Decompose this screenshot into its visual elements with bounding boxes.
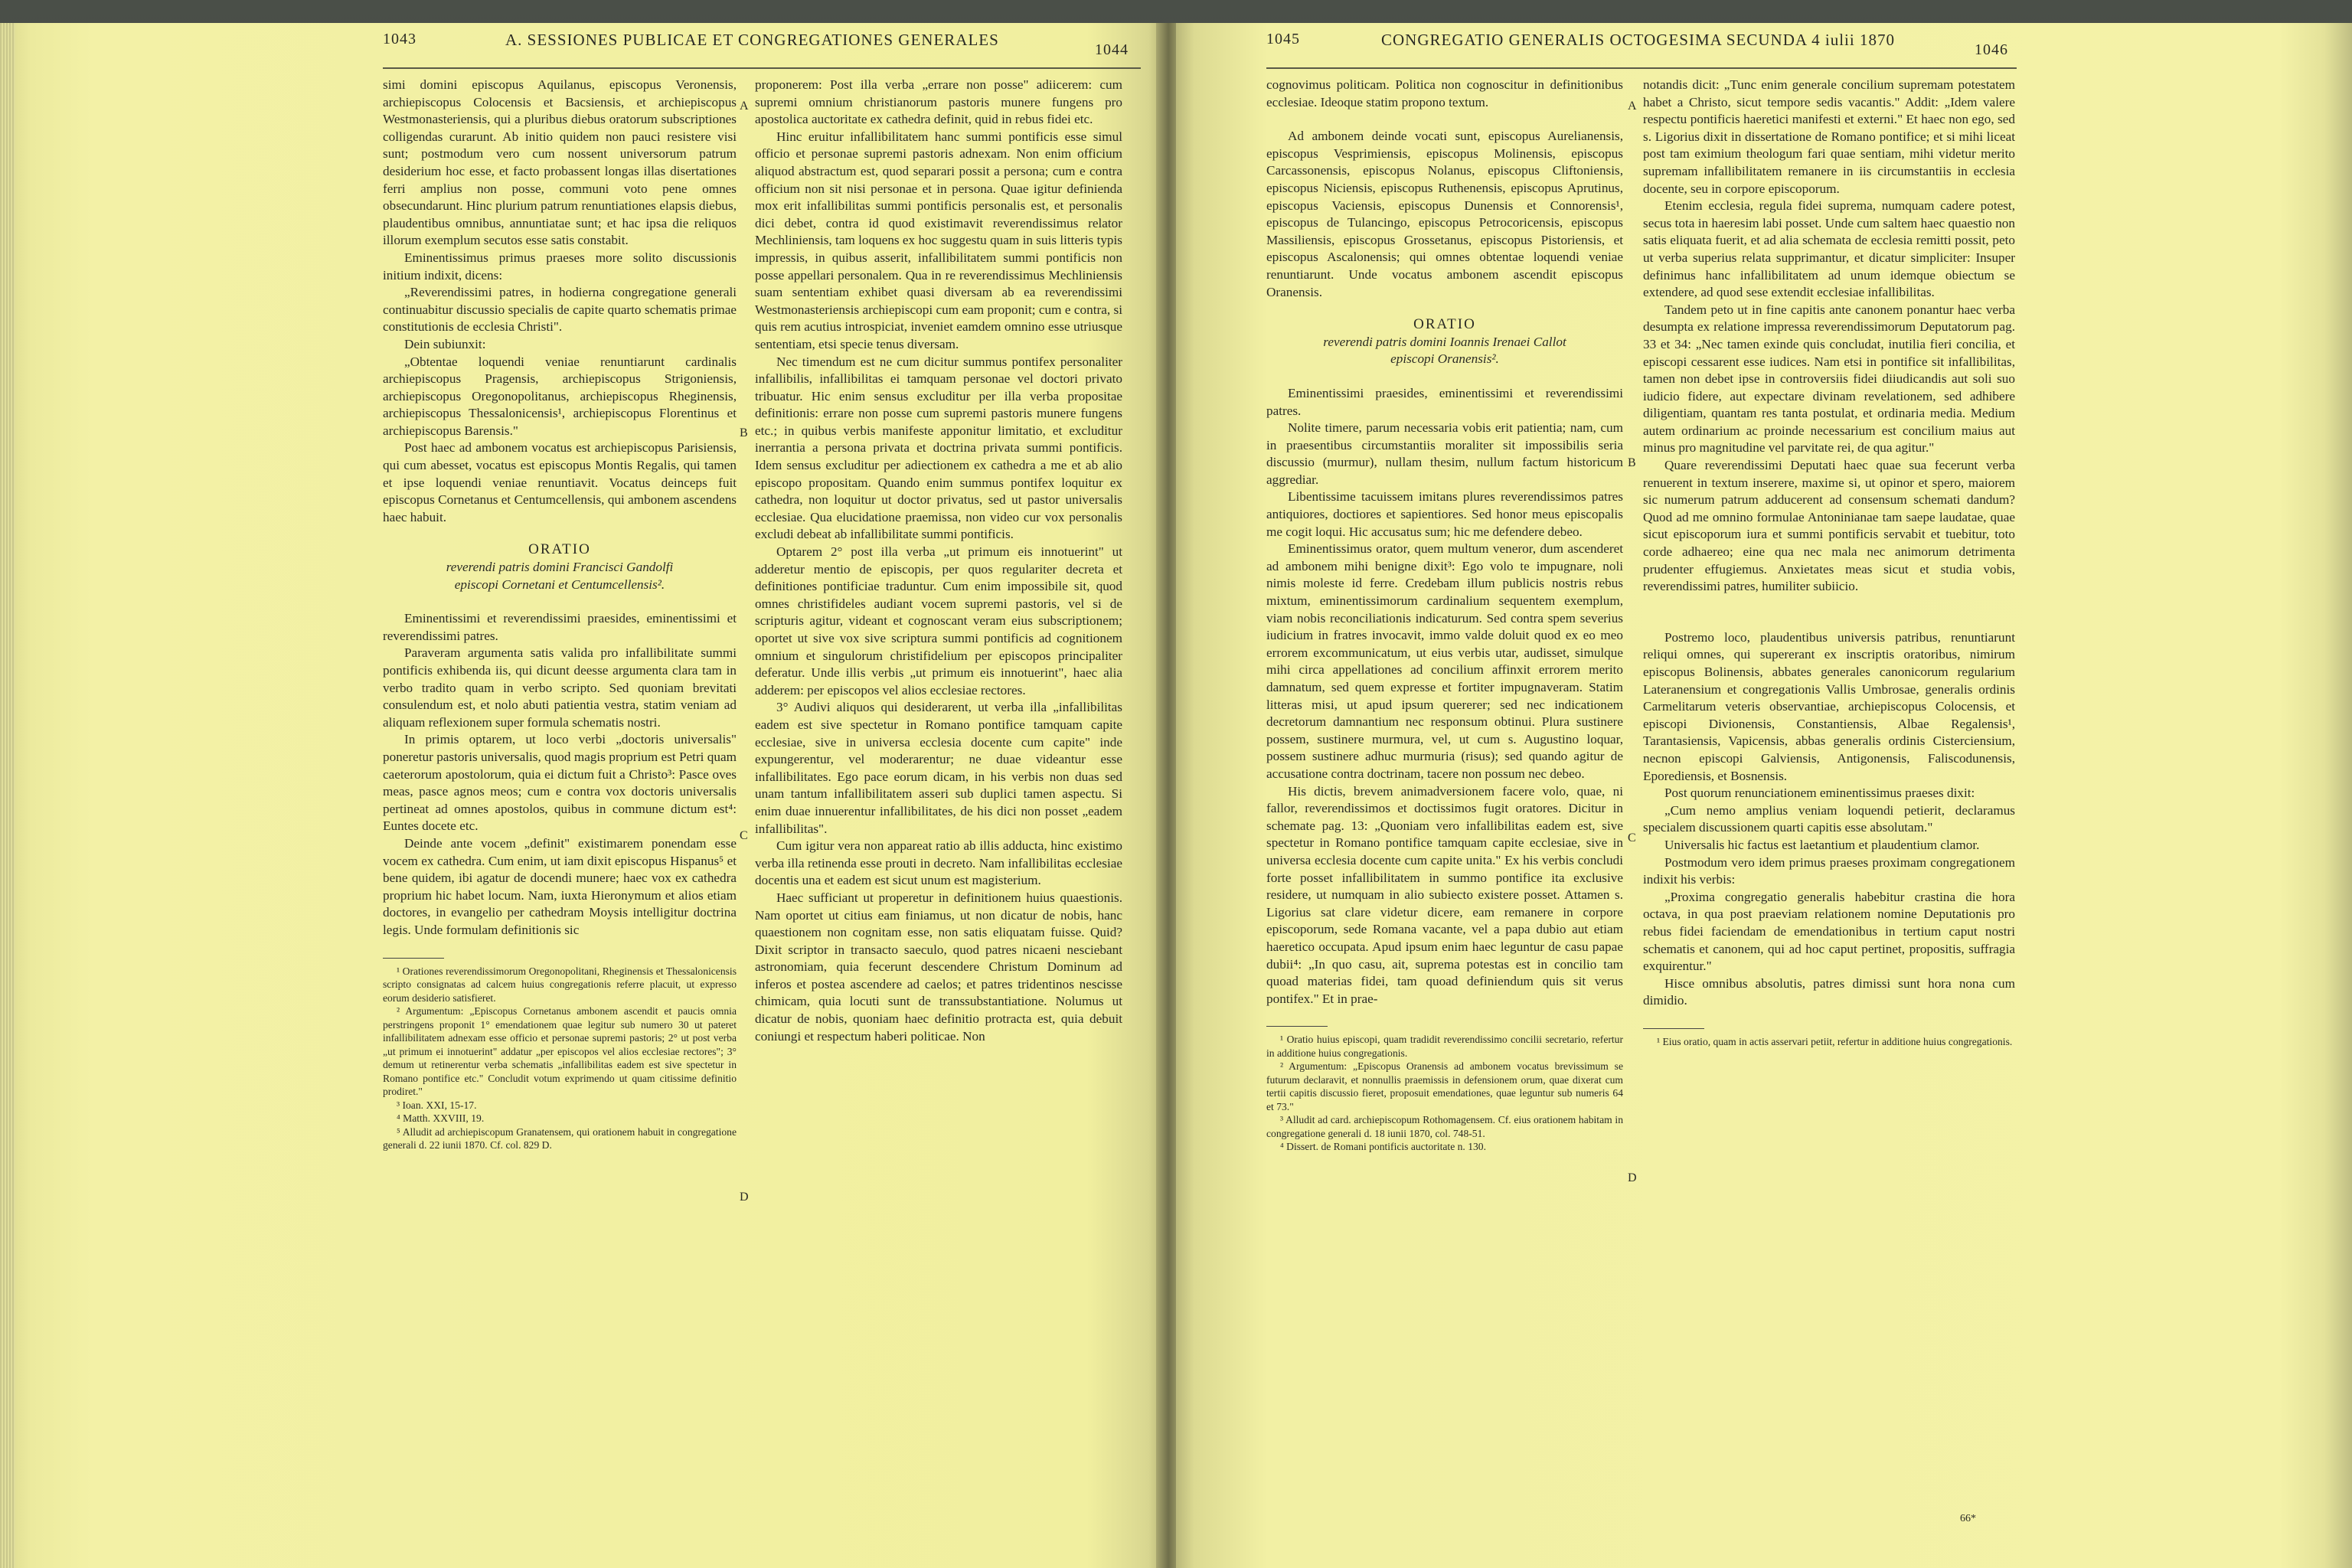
paragraph: Tandem peto ut in fine capitis ante canonem ponantur haec verba desumpta ex relatione impressa reverendissimorum Deputatorum pag. 33 et 34: „Nec tamen exinde quis concludat, inutilia fieri concilia, et episcopi cessarent esse iudices. Nam etsi in pontifice sit infallibilitas, tamen non debet ipse in controversiis fidei diiudicandis aut soli suo iudicio fidere, aut expectare divinam revelationem, sed adhibere diligentiam, quantam res tanta postulat, et ordinaria media. Medium autem ordinarium ac proinde necessarium est concilium maius aut minus pro magnitudine vel parvitate rei, de qua agitur." bbox=[1643, 302, 2015, 456]
paragraph: „Reverendissimi patres, in hodierna congregatione generali continuabitur discussio specialis de capite quarto schematis primae constitutionis de ecclesia Christi". bbox=[383, 285, 737, 335]
page-signature: 66* bbox=[1960, 1513, 1976, 1524]
left-page-column-2 bbox=[755, 77, 1122, 1045]
paragraph: Haec sufficiant ut properetur in definitionem huius quaestionis. Nam oportet ut citius eam finiamus, ut non dicatur de nobis, hanc quaestionem non cognitam esse, non satis eliquatam fuisse. Quid? Dixit scriptor in transacto saeculo, quod patres nicaeni nesciebant astronomiam, quia fecerunt descendere Christum Dominum ad inferos et postea ascendere ad caelos; et patres tridentinos nescisse chimicam, quia locuti sunt de transsubstantiatione. Nolumus ut dicatur de nobis, quoniam haec definitio protracta est, quia debuit coniungi et respectum haberi politicae. Non bbox=[755, 890, 1122, 1044]
left-page-number: 1043 bbox=[383, 31, 416, 47]
footnote: ⁴ Dissert. de Romani pontificis auctoritate n. 130. bbox=[1280, 1141, 1487, 1153]
paragraph: Postremo loco, plaudentibus universis patribus, renuntiarunt reliqui omnes, qui supererant ex inscriptis oratoribus, nimirum episcopus Bolinensis, abbates generales canonicorum regularium Lateranensium et congregationis Vallis Umbrosae, generalis ordinis Carmelitarum veteris observantiae, archiepiscopus Colocensis, et episcopi Divionensis, Constantiensis, Albae Regalensis¹, Tarantasiensis, Vapicensis, abbas generalis ordinis Cisterciensium, necnon episcopi Galviensis, Antigonensis, Faliscodunensis, Eporediensis, et Bosnensis. bbox=[1643, 629, 2015, 783]
paragraph: Etenim ecclesia, regula fidei suprema, numquam cadere potest, secus tota in haeresim labi posset. Unde cum saltem haec quaestio non satis eliquata fuerit, et ad alia schemata de ecclesia remitti possit, peto ut verba superius relata supprimantur, et dicatur simpliciter: Insuper definimus hanc infallibilitatem ad unum idemque obiectum se extendere, ad quod sese extendit ecclesiae infallibilitas. bbox=[1643, 198, 2015, 300]
footnote: ³ Ioan. XXI, 15-17. bbox=[397, 1099, 477, 1111]
paragraph: proponerem: Post illa verba „errare non posse" adiicerem: cum supremi omnium christianorum pastoris munere fungens pro apostolica auctoritate ex cathedra definit, quid in rebus fidei etc. bbox=[755, 77, 1122, 127]
paragraph: „Cum nemo amplius veniam loquendi petierit, declaramus specialem discussionem quarti capitis esse absolutam." bbox=[1643, 802, 2015, 835]
right-page-number: 1045 bbox=[1266, 31, 1300, 47]
footnote: ² Argumentum: „Episcopus Cornetanus ambonem ascendit et paucis omnia perstringens proponit 1° emendationem quae legitur sub numero 30 ut pateret infallibilitatem adnexam esse officio et personae supremi pastoris; 2° ut post verba „ut primum ei innotuerint" addatur „per episcopos vel alios ecclesiae rectores"; 3° demum ut retinerentur verba schematis „infallibilitas eadem est sive spectetur in Romano pontifice etc." Concludit votum exprimendo ut quam citissime definitio prodiret." bbox=[383, 1005, 737, 1097]
paragraph: Post quorum renunciationem eminentissimus praeses dixit: bbox=[1664, 786, 1975, 801]
paragraph: Libentissime tacuissem imitans plures reverendissimos patres antiquiores, doctiores et sapientiores. Sed honor meus episcopalis me cogit loqui. Hic accusatus sum; hic me defendere debeo. bbox=[1266, 489, 1623, 539]
margin-marker-d-left: D bbox=[740, 1191, 749, 1204]
paragraph: Postmodum vero idem primus praeses proximam congregationem indixit his verbis: bbox=[1643, 854, 2015, 887]
section-heading: ORATIO bbox=[1413, 316, 1476, 333]
left-header-title: A. SESSIONES PUBLICAE ET CONGREGATIONES GENERALES bbox=[505, 31, 999, 49]
paragraph: Quare reverendissimi Deputati haec quae sua fecerunt verba renuerent in textum inserere, maxime si, ut opinor et spero, maiorem sic numerum patrum adducerent ad consensum schemati dandum? Quod ad me omnino formulae Antoninianae tam saepe laudatae, quae sicut episcoporum iura et summi pontificis servabit et tuebitur, toto corde adhaereo; eine qua nec mala nec animorum detrimenta prudenter effugiemus. Anxietates meas sicut et studia vobis, reverendissimi patres, humiliter subiicio. bbox=[1643, 458, 2015, 594]
spacer bbox=[1643, 596, 2015, 612]
paragraph: Optarem 2° post illa verba „ut primum eis innotuerint" ut adderetur mentio de episcopis, per quos regulariter decreta et definitiones pontificiae traduntur. Cum enim impossibile sit, quod omnes christifideles audiant vocem supremi pastoris, vel si de scripturis agitur, videant et cognoscant veram eius subscriptionem; oportet ut sive vox sive scriptura summi pontificis ad cognitionem omnium et singulorum christifidelium per episcopos principaliter deferatur. Unde illis verbis „ut primum eis innotuerint", haec alia adderem: per episcopos vel alios ecclesiae rectores. bbox=[755, 544, 1122, 697]
footnote-rule bbox=[1266, 1026, 1328, 1027]
section-subheading: reverendi patris domini Francisci Gandolfi bbox=[446, 560, 674, 575]
right-page-column-2 bbox=[1643, 77, 2015, 1048]
footnote: ¹ Oratio huius episcopi, quam tradidit reverendissimo concilii secretario, refertur in additione huius congregationis. bbox=[1266, 1034, 1623, 1059]
paragraph: Eminentissimi et reverendissimi praesides, eminentissimi et reverendissimi patres. bbox=[383, 611, 737, 643]
spacer bbox=[1266, 111, 1623, 128]
paragraph: Eminentissimi praesides, eminentissimi et reverendissimi patres. bbox=[1266, 385, 1623, 418]
left-page-edge bbox=[0, 23, 15, 1568]
footnote-rule bbox=[383, 958, 444, 959]
spacer bbox=[383, 593, 737, 610]
footnote: ² Argumentum: „Episcopus Oranensis ad ambonem vocatus brevissimum se futurum declaravit, et nonnullis praemissis in defensionem orum, quae dixerat cum tertii capitis discussio fieret, proposuit emendationes, quae leguntur sub numeris 64 et 73." bbox=[1266, 1060, 1623, 1112]
right-column-number: 1046 bbox=[1975, 41, 2008, 58]
margin-marker-b-left: B bbox=[740, 426, 748, 439]
section-subheading: episcopi Cornetani et Centumcellensis². bbox=[454, 577, 665, 592]
paragraph: Nolite timere, parum necessaria vobis erit patientia; nam, cum in praesentibus circumstantiis moraliter sit impossibilis seria discussio (murmur), nullam thesim, nullum factum historicum aggrediar. bbox=[1266, 420, 1623, 487]
paragraph: cognovimus politicam. Politica non cognoscitur in definitionibus ecclesiae. Ideoque statim propono textum. bbox=[1266, 77, 1623, 109]
margin-marker-a-right: A bbox=[1628, 100, 1637, 113]
paragraph: Deinde ante vocem „definit" existimarem ponendam esse vocem ex cathedra. Cum enim, ut iam dixit episcopus Hispanus⁵ et bene quidem, ibi agatur de docendi munere; haec vox ex cathedra proprium hic habet locum. Nam, iuxta Hieronymum et alios etiam doctores, in evangelio per cathedram Moysis intelligitur doctrina legis. Unde formulam definitionis sic bbox=[383, 835, 737, 937]
section-subheading: episcopi Oranensis². bbox=[1390, 351, 1499, 367]
paragraph: Hisce omnibus absolutis, patres dimissi sunt hora nona cum dimidio. bbox=[1643, 975, 2015, 1008]
paragraph: In primis optarem, ut loco verbi „doctoris universalis" poneretur pastoris universalis, quod magis proprium est Petri quam caeterorum apostolorum, quia ei dictum fuit a Christo³: Pasce oves meas, pasce agnos meos; cum e contra vox doctoris universalis pertineat ad omnes apostolos, quibus in commune dictum est⁴: Euntes docete etc. bbox=[383, 732, 737, 834]
margin-marker-c-left: C bbox=[740, 829, 748, 842]
paragraph: notandis dicit: „Tunc enim generale concilium supremam potestatem habet a Christo, sicut tempore sedis vacantis." Addit: „Idem valere respectu pontificis haeretici manifesti et externi." Et haec non ego, sed s. Ligorius dixit in dissertatione de Romano pontifice; et si mihi liceat post tam eximium theologum fari quae sentiam, mihi videtur merito supremam infallibilitatem remanere in iis circumstantiis in ecclesia docente, seu in corpore episcoporum. bbox=[1643, 77, 2015, 196]
paragraph: Ad ambonem deinde vocati sunt, episcopus Aurelianensis, episcopus Vesprimiensis, episcopus Molinensis, episcopus Carcassonensis, episcopus Nolanus, episcopus Cliftoniensis, episcopus Niciensis, episcopus Ruthenensis, episcopus Aprutinus, episcopus Vaciensis, episcopus Dunensis et Connorensis¹, episcopus de Tulancingo, episcopus Petrocoricensis, episcopus Massiliensis, episcopus Grossetanus, episcopus Pistoriensis, et episcopus Ascalonensis; qui omnes obtentae loquendi veniae renuntiarunt. Unde vocatus ambonem ascendit episcopus Oranensis. bbox=[1266, 129, 1623, 299]
right-header-title: CONGREGATIO GENERALIS OCTOGESIMA SECUNDA 4 iulii 1870 bbox=[1381, 31, 1895, 49]
left-page-column-1 bbox=[383, 77, 737, 1152]
paragraph: His dictis, brevem animadversionem facere volo, quae, ni fallor, reverendissimos et doctissimos fugit oratores. Dicitur in schemate pag. 13: „Quoniam vero infallibilitas eadem est, sive spectetur in Romano pontifice tamquam capite ecclesiae, sive in universa ecclesia docente cum capite unita." Ex his verbis concludi forte posset infallibilitatem in summo pontifice ita exclusive residere, ut numquam in alio subiecto existere posset. Attamen s. Ligorius sat clare videtur dicere, eam remanere in corpore episcoporum, sede Romana vacante, vel a papa dubio aut etiam haeretico occupata. Apud ipsum enim haec leguntur de casu papae dubii⁴: „In quo casu, ait, suprema potestas est in concilio tam quoad materias fidei, tam quoad definiendum quis sit verus pontifex." Et in prae- bbox=[1266, 783, 1623, 1006]
paragraph: „Obtentae loquendi veniae renuntiarunt cardinalis archiepiscopus Pragensis, archiepiscopus Strigoniensis, archiepiscopus Oregonopolitanus, archiepiscopus Rheginensis, archiepiscopus Thessalonicensis¹, archiepiscopus Florentinus et archiepiscopus Barensis." bbox=[383, 354, 737, 438]
footnote-rule bbox=[1643, 1028, 1704, 1029]
paragraph: Eminentissimus orator, quem multum veneror, dum ascenderet ad ambonem mihi benigne dixit³: Ego volo te impugnare, noli nimis moleste id ferre. Credebam illum publicis nostris rebus mixtum, eminentissimorum cardinalium sequentem exemplum, viam nobis reconciliationis indicaturum. Sed contra spem severius iudicium in fratres invocavit, immo valde doluit quod ex eo meo errorem excommunicatum, ut eius verbis utar, audisset, simulque mihi circa appellationes ad concilium affinxit errorem merito damnatum, sed quem expresse et fortiter impugnaveram. Statim litteras misi, ut apud ipsum quererer; sed nec indicationem decretorum damnantium nec responsum obtinui. Plura sustinere possem, sustinere murmura, vel, ut cum s. Augustino loquar, possem sustinere adhuc murmuria (risus); sed quando agitur de accusatione contra doctrinam, tacere non possum nec debeo. bbox=[1266, 541, 1623, 781]
paragraph: 3° Audivi aliquos qui desiderarent, ut verba illa „infallibilitas eadem est sive spectetur in Romano pontifice tamquam capite ecclesiae, sive in universa ecclesia docente cum capite" inde expungerentur, vel moderarentur; ne duae videantur esse infallibilitates. Ego pace eorum dicam, in his verbis non duas sed unam tantum infallibilitatem asseri sub duplici tamen aspectu. Si enim duae innuerentur infallibilitates, de his dici non posset „eadem infallibilitas". bbox=[755, 700, 1122, 836]
footnote: ¹ Orationes reverendissimorum Oregonopolitani, Rheginensis et Thessalonicensis scripto consignatas ad calcem huius congregationis referre placuit, ut expresso eorum desiderio satisfieret. bbox=[383, 965, 737, 1004]
paragraph: simi domini episcopus Aquilanus, episcopus Veronensis, archiepiscopus Colocensis et Bacsiensis, et archiepiscopus Westmonasteriensis, qui a pluribus diebus oratorum subscriptiones colligendas curarunt. Ab initio quidem non pauci resistere visi sunt; postmodum vero cum nossent universorum patrum desiderium hoc esse, et facto probassent longas illas disertationes ferri amplius non posse, communi voto pene omnes obsecundarunt. Hinc plurium patrum renuntiationes elapsis diebus, plaudentibus omnibus, annuntiatae sunt; et hac ipsa die reliquos illorum exemplum secutos esse satis constabit. bbox=[383, 77, 737, 248]
right-page-column-1 bbox=[1266, 77, 1623, 1154]
footnote: ⁵ Alludit ad archiepiscopum Granatensem, qui orationem habuit in congregatione generali d. 22 iunii 1870. Cf. col. 829 D. bbox=[383, 1125, 737, 1151]
margin-marker-a-left: A bbox=[740, 100, 749, 113]
footnote: ³ Alludit ad card. archiepiscopum Rothomagensem. Cf. eius orationem habitam in congregatione generali d. 18 iunii 1870, col. 748-51. bbox=[1266, 1114, 1623, 1139]
section-heading: ORATIO bbox=[528, 541, 591, 558]
margin-marker-c-right: C bbox=[1628, 831, 1636, 844]
footnote: ¹ Eius oratio, quam in actis asservari petiit, refertur in additione huius congregationis. bbox=[1657, 1035, 2013, 1047]
paragraph: Dein subiunxit: bbox=[404, 336, 486, 351]
spacer bbox=[1643, 612, 2015, 629]
paragraph: Post haec ad ambonem vocatus est archiepiscopus Parisiensis, qui cum abesset, vocatus est episcopus Montis Regalis, qui tamen et ipse loquendi veniae renuntiavit. Vocatus deinceps fuit episcopus Cornetanus et Centumcellensis, qui ambonem ascendens haec habuit. bbox=[383, 440, 737, 524]
paragraph: Paraveram argumenta satis valida pro infallibilitate summi pontificis exhibenda iis, qui dicunt deesse argumenta clara tam in verbo tradito quam in verbo scripto. Sed quoniam brevitati consulendum est, et nolo abuti patientia vestra, statim veniam ad aliquam reflexionem super formula schematis nostri. bbox=[383, 645, 737, 730]
margin-marker-d-right: D bbox=[1628, 1171, 1637, 1184]
right-header-rule bbox=[1266, 67, 2017, 69]
right-page-edge bbox=[2329, 23, 2352, 1568]
margin-marker-b-right: B bbox=[1628, 456, 1636, 469]
left-header-rule bbox=[383, 67, 1141, 69]
paragraph: Hinc eruitur infallibilitatem hanc summi pontificis esse simul officio et personae supremi pastoris adnexam. Non enim officium aliquod abstractum est, quod separari possit a persona; cum e contra officium non sit nisi personae et in persona. Quae igitur definienda mox erit infallibilitas summi pontificis personalis est, et personalis dici debet, contra id quod existimavit reverendissimus relator Mechliniensis, tam loquens ex hoc suggestu quam in suis litteris typis impressis, in quibus asserit, infallibilitatem summi pontificis non posse appellari personalem. Qua in re reverendissimus Mechliniensis suam sententiam exhibet quasi diversam ab ea reverendissimi Westmonasteriensis archiepiscopi cum eam proponit; cum e contra, si quis rem acutius introspiciat, inveniet eamdem omnino esse utriusque sententiam, etsi specie tenus diversam. bbox=[755, 129, 1122, 351]
paragraph: Eminentissimus primus praeses more solito discussionis initium indixit, dicens: bbox=[383, 250, 737, 283]
paragraph: Universalis hic factus est laetantium et plaudentium clamor. bbox=[1664, 837, 1980, 852]
section-subheading: reverendi patris domini Ioannis Irenaei Callot bbox=[1323, 334, 1566, 349]
paragraph: Nec timendum est ne cum dicitur summus pontifex personaliter infallibilis, infallibilitas ei tamquam personae vel doctori privato tribuatur. Hic enim sensus excluditur per illa verba propositae definitionis: errare non posse cum supremi pastoris munere fungens etc.; in quibus verbis manifeste apponitur limitatio, et excluditur inerrantia a persona privata et doctrina privata summi pontificis. Idem sensus excluditur per adiectionem ex cathedra a me et ab alio episcopo propositam. Quando enim summus pontifex loquitur ex cathedra, non loquitur ut doctor privatus, sed ut pastor universalis ecclesiae. Qua elucidatione praemissa, non video cur vox personalis excludi debeat ab infallibilitate summi pontificis. bbox=[755, 354, 1122, 542]
paragraph: „Proxima congregatio generalis habebitur crastina die hora octava, in qua post praeviam relationem nomine Deputationis pro rebus fidei faciendam de emendationibus in tertium caput nostri schematis et canonem, qui ad hoc caput pertinet, propositis, suffragia exquirentur." bbox=[1643, 889, 2015, 974]
spacer bbox=[1266, 368, 1623, 385]
left-column-number: 1044 bbox=[1095, 41, 1129, 58]
paragraph: Cum igitur vera non appareat ratio ab illis adducta, hinc existimo verba illa retinenda esse prouti in decreto. Nam infallibilitas ecclesiae docentis una et eadem est sicut unum est magisterium. bbox=[755, 838, 1122, 888]
footnote: ⁴ Matth. XXVIII, 19. bbox=[397, 1112, 485, 1124]
